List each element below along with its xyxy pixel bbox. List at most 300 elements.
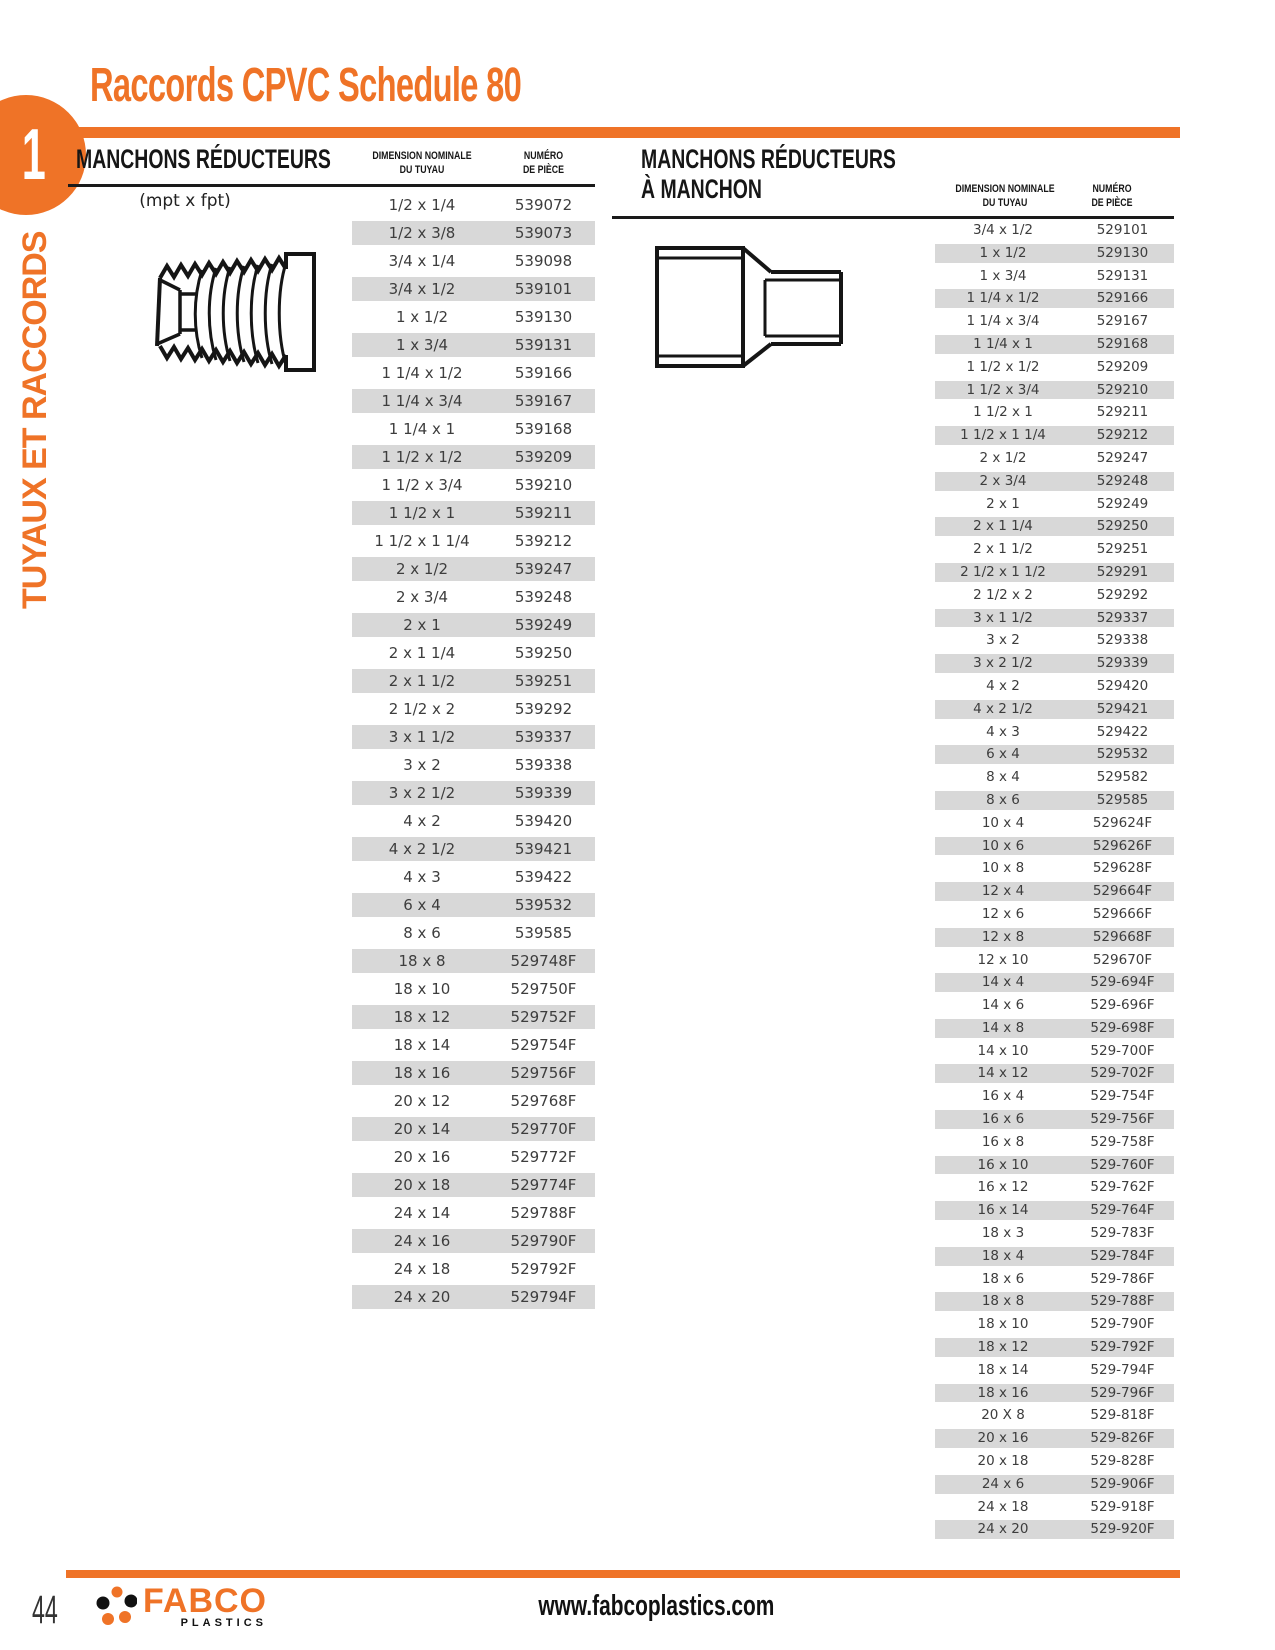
part-number-cell: 529748F	[510, 952, 577, 970]
dimension-cell: 20 x 16	[393, 1148, 451, 1166]
dimension-cell: 2 x 1	[403, 616, 441, 634]
dimension-cell: 16 x 10	[977, 1156, 1029, 1173]
table-row	[352, 247, 595, 275]
part-number-cell: 529339	[1096, 655, 1149, 672]
table-row	[352, 695, 595, 723]
table-row	[352, 611, 595, 639]
table-row	[935, 1290, 1174, 1313]
dimension-cell: 18 x 14	[977, 1361, 1029, 1378]
table-row	[352, 1003, 595, 1031]
part-number-cell: 539247	[514, 560, 573, 578]
table-row	[352, 863, 595, 891]
dimension-cell: 24 x 18	[977, 1498, 1029, 1515]
right-part-column-header	[1062, 183, 1162, 210]
page-title: Raccords CPVC Schedule 80	[90, 59, 522, 112]
table-row	[935, 903, 1174, 926]
table-row	[935, 994, 1174, 1017]
table-row	[935, 1245, 1174, 1268]
dimension-cell: 18 x 10	[977, 1316, 1029, 1333]
dimension-cell: 1 1/2 x 3/4	[966, 381, 1040, 398]
dimension-cell: 1 1/2 x 1	[388, 504, 456, 522]
table-row	[935, 1404, 1174, 1427]
fabco-logo-subtext: PLASTICS	[180, 1617, 267, 1629]
part-number-cell: 529668F	[1092, 928, 1153, 945]
part-number-cell: 529166	[1096, 290, 1149, 307]
part-number-cell: 539130	[514, 308, 573, 326]
part-number-cell: 539131	[514, 336, 573, 354]
table-row	[352, 1059, 595, 1087]
part-number-cell: 529-694F	[1090, 974, 1155, 991]
dimension-cell: 1 x 1/2	[979, 244, 1027, 261]
dimension-cell: 24 x 16	[393, 1232, 451, 1250]
dimension-cell: 4 x 2 1/2	[388, 840, 456, 858]
dimension-cell: 12 x 8	[981, 928, 1025, 945]
dimension-cell: 3 x 2	[986, 632, 1020, 649]
left-table-subtitle: (mpt x fpt)	[139, 191, 231, 211]
section-number: 1	[21, 115, 46, 195]
table-row	[352, 723, 595, 751]
column-header-line: DE PIÈCE	[522, 163, 565, 176]
part-number-cell: 529291	[1096, 563, 1149, 580]
right-table-title-line2: À MANCHON	[641, 174, 762, 204]
dimension-cell: 24 x 18	[393, 1260, 451, 1278]
table-row	[352, 1227, 595, 1255]
part-number-cell: 529794F	[510, 1288, 577, 1306]
part-number-cell: 539585	[514, 924, 573, 942]
left-table-title: MANCHONS RÉDUCTEURS	[76, 144, 331, 174]
table-row	[352, 751, 595, 779]
part-number-cell: 529251	[1096, 541, 1149, 558]
part-number-cell: 539212	[514, 532, 573, 550]
column-header-line: DIMENSION NOMINALE	[372, 150, 472, 162]
part-number-cell: 539166	[514, 364, 573, 382]
dimension-cell: 3 x 2	[403, 756, 441, 774]
fabco-logo-dots-icon	[95, 1583, 137, 1633]
table-row	[935, 698, 1174, 721]
table-row	[935, 1062, 1174, 1085]
part-number-cell: 529420	[1096, 677, 1149, 694]
part-number-cell: 529626F	[1092, 837, 1153, 854]
dimension-cell: 18 x 12	[393, 1008, 451, 1026]
part-number-cell: 529209	[1096, 358, 1149, 375]
dimension-cell: 1 1/4 x 1/2	[381, 364, 463, 382]
table-row	[935, 1450, 1174, 1473]
part-number-cell: 529-700F	[1090, 1042, 1155, 1059]
table-row	[935, 857, 1174, 880]
table-row	[352, 583, 595, 611]
part-number-cell: 529628F	[1092, 860, 1153, 877]
part-number-cell: 539098	[514, 252, 573, 270]
table-row	[352, 1031, 595, 1059]
table-row	[935, 675, 1174, 698]
table-row	[935, 629, 1174, 652]
table-row	[935, 561, 1174, 584]
part-number-cell: 529211	[1096, 404, 1149, 421]
part-number-cell: 529-796F	[1090, 1384, 1155, 1401]
dimension-cell: 3 x 1 1/2	[388, 728, 456, 746]
dimension-cell: 18 x 8	[398, 952, 446, 970]
table-row	[935, 493, 1174, 516]
right-dimension-column-header	[933, 183, 1077, 210]
dimension-cell: 3 x 2 1/2	[388, 784, 456, 802]
reducer-bushing-illustration	[146, 230, 326, 390]
dimension-cell: 10 x 4	[981, 814, 1025, 831]
dimension-cell: 1 1/2 x 1 1/4	[374, 532, 470, 550]
part-number-cell: 529-792F	[1090, 1339, 1155, 1356]
part-number-cell: 529167	[1096, 313, 1149, 330]
part-number-cell: 529790F	[510, 1232, 577, 1250]
dimension-cell: 4 x 3	[403, 868, 441, 886]
dimension-cell: 1 1/4 x 3/4	[381, 392, 463, 410]
part-number-cell: 529101	[1096, 222, 1149, 238]
part-number-cell: 539420	[514, 812, 573, 830]
part-number-cell: 539421	[514, 840, 573, 858]
part-number-cell: 529-760F	[1090, 1156, 1155, 1173]
table-row	[935, 219, 1174, 242]
dimension-cell: 16 x 12	[977, 1179, 1029, 1196]
dimension-cell: 18 x 14	[393, 1036, 451, 1054]
dimension-cell: 18 x 8	[981, 1293, 1025, 1310]
dimension-cell: 8 x 4	[986, 769, 1020, 786]
dimension-cell: 24 x 20	[393, 1288, 451, 1306]
top-divider	[66, 127, 1180, 138]
left-table-header-rule	[68, 184, 595, 187]
dimension-cell: 1 1/2 x 1/2	[966, 358, 1040, 375]
dimension-cell: 8 x 6	[403, 924, 441, 942]
dimension-cell: 3/4 x 1/2	[972, 222, 1034, 238]
table-row	[935, 1222, 1174, 1245]
table-row	[935, 538, 1174, 561]
table-row	[935, 470, 1174, 493]
column-header-line: DE PIÈCE	[1091, 196, 1133, 209]
table-row	[352, 303, 595, 331]
part-number-cell: 539338	[514, 756, 573, 774]
table-row	[935, 949, 1174, 972]
part-number-cell: 529421	[1096, 700, 1149, 717]
part-number-cell: 529250	[1096, 518, 1149, 535]
dimension-cell: 1 1/4 x 1	[388, 420, 456, 438]
part-number-cell: 539073	[514, 224, 573, 242]
dimension-cell: 1 x 1/2	[395, 308, 449, 326]
table-row	[352, 359, 595, 387]
dimension-cell: 18 x 4	[981, 1247, 1025, 1264]
part-number-cell: 529130	[1096, 244, 1149, 261]
table-row	[935, 1108, 1174, 1131]
dimension-cell: 4 x 2	[986, 677, 1020, 694]
part-number-cell: 539101	[514, 280, 573, 298]
column-header-line: DU TUYAU	[399, 163, 445, 176]
dimension-cell: 8 x 6	[986, 791, 1020, 808]
dimension-cell: 24 x 14	[393, 1204, 451, 1222]
table-row	[352, 275, 595, 303]
part-number-cell: 529-788F	[1090, 1293, 1155, 1310]
part-number-cell: 529-784F	[1090, 1247, 1155, 1264]
part-number-cell: 529210	[1096, 381, 1149, 398]
part-number-cell: 529-794F	[1090, 1361, 1155, 1378]
dimension-cell: 14 x 4	[981, 974, 1025, 991]
dimension-cell: 2 x 1 1/4	[388, 644, 456, 662]
table-row	[352, 415, 595, 443]
part-number-cell: 529750F	[510, 980, 577, 998]
table-row	[352, 1283, 595, 1311]
dimension-cell: 2 x 1 1/4	[973, 518, 1033, 535]
dimension-cell: 1 1/4 x 1	[973, 335, 1033, 352]
table-row	[935, 721, 1174, 744]
table-row	[935, 926, 1174, 949]
left-part-column-header	[492, 150, 595, 177]
table-row	[935, 1518, 1174, 1541]
column-header-line: DIMENSION NOMINALE	[955, 183, 1055, 195]
part-number-cell: 529212	[1096, 427, 1149, 444]
table-row	[352, 1171, 595, 1199]
dimension-cell: 3 x 1 1/2	[973, 609, 1033, 626]
dimension-cell: 2 x 3/4	[979, 472, 1027, 489]
part-number-cell: 539209	[514, 448, 573, 466]
dimension-cell: 3/4 x 1/4	[388, 252, 456, 270]
table-row	[935, 1085, 1174, 1108]
column-header-line: DU TUYAU	[982, 196, 1028, 209]
part-number-cell: 529131	[1096, 267, 1149, 284]
dimension-cell: 1 1/2 x 1 1/4	[960, 427, 1046, 444]
dimension-cell: 10 x 6	[981, 837, 1025, 854]
part-number-cell: 529-762F	[1090, 1179, 1155, 1196]
table-row	[935, 1473, 1174, 1496]
dimension-cell: 6 x 4	[403, 896, 441, 914]
table-row	[352, 219, 595, 247]
table-row	[935, 766, 1174, 789]
table-row	[935, 1359, 1174, 1382]
table-row	[935, 835, 1174, 858]
part-number-cell: 529-764F	[1090, 1202, 1155, 1219]
part-number-cell: 539249	[514, 616, 573, 634]
table-row	[352, 667, 595, 695]
part-number-cell: 539339	[514, 784, 573, 802]
part-number-cell: 529752F	[510, 1008, 577, 1026]
part-number-cell: 529168	[1096, 335, 1149, 352]
part-number-cell: 529768F	[510, 1092, 577, 1110]
part-number-cell: 529754F	[510, 1036, 577, 1054]
table-row	[935, 743, 1174, 766]
table-row	[352, 443, 595, 471]
dimension-cell: 2 x 1	[986, 495, 1020, 512]
part-number-cell: 529582	[1096, 769, 1149, 786]
dimension-cell: 20 x 18	[393, 1176, 451, 1194]
part-number-cell: 529-906F	[1090, 1475, 1155, 1492]
table-row	[352, 191, 595, 219]
dimension-cell: 20 X 8	[981, 1407, 1025, 1424]
table-row	[935, 1496, 1174, 1519]
table-row	[935, 1017, 1174, 1040]
column-header-line: NUMÉRO	[1092, 183, 1132, 195]
table-row	[935, 584, 1174, 607]
table-row	[935, 287, 1174, 310]
table-row	[935, 1336, 1174, 1359]
table-row	[352, 947, 595, 975]
dimension-cell: 18 x 3	[981, 1225, 1025, 1242]
dimension-cell: 18 x 6	[981, 1270, 1025, 1287]
table-row	[935, 880, 1174, 903]
dimension-cell: 2 x 1 1/2	[973, 541, 1033, 558]
dimension-cell: 2 1/2 x 2	[388, 700, 456, 718]
part-number-cell: 529788F	[510, 1204, 577, 1222]
dimension-cell: 6 x 4	[986, 746, 1020, 763]
dimension-cell: 20 x 14	[393, 1120, 451, 1138]
table-row	[935, 447, 1174, 470]
table-row	[935, 379, 1174, 402]
table-row	[352, 555, 595, 583]
part-number-cell: 529532	[1096, 746, 1149, 763]
part-number-cell: 539337	[514, 728, 573, 746]
table-row	[352, 919, 595, 947]
part-number-cell: 529585	[1096, 791, 1149, 808]
table-row	[935, 812, 1174, 835]
table-row	[935, 1268, 1174, 1291]
bottom-divider	[66, 1570, 1180, 1578]
part-number-cell: 529-828F	[1090, 1453, 1155, 1470]
table-row	[935, 1154, 1174, 1177]
table-row	[352, 779, 595, 807]
part-number-cell: 529-756F	[1090, 1111, 1155, 1128]
dimension-cell: 4 x 2	[403, 812, 441, 830]
table-row	[935, 1199, 1174, 1222]
part-number-cell: 539072	[514, 196, 573, 214]
table-row	[935, 1040, 1174, 1063]
part-number-cell: 529-758F	[1090, 1133, 1155, 1150]
part-number-cell: 539248	[514, 588, 573, 606]
dimension-cell: 14 x 6	[981, 997, 1025, 1014]
table-row	[935, 789, 1174, 812]
part-number-cell: 539210	[514, 476, 573, 494]
table-row	[352, 1115, 595, 1143]
dimension-cell: 16 x 6	[981, 1111, 1025, 1128]
column-header-line: NUMÉRO	[523, 150, 564, 162]
dimension-cell: 14 x 12	[977, 1065, 1029, 1082]
table-row	[935, 652, 1174, 675]
dimension-cell: 2 x 1/2	[979, 449, 1027, 466]
part-number-cell: 539168	[514, 420, 573, 438]
table-row	[352, 891, 595, 919]
dimension-cell: 1/2 x 1/4	[388, 196, 456, 214]
dimension-cell: 2 x 3/4	[395, 588, 449, 606]
part-number-cell: 529-790F	[1090, 1316, 1155, 1333]
dimension-cell: 1 x 3/4	[395, 336, 449, 354]
dimension-cell: 2 1/2 x 2	[973, 586, 1033, 603]
part-number-cell: 529-783F	[1090, 1225, 1155, 1242]
part-number-cell: 529770F	[510, 1120, 577, 1138]
dimension-cell: 10 x 8	[981, 860, 1025, 877]
part-number-cell: 529-920F	[1090, 1521, 1155, 1538]
dimension-cell: 12 x 6	[981, 905, 1025, 922]
part-number-cell: 529247	[1096, 449, 1149, 466]
table-row	[935, 242, 1174, 265]
dimension-cell: 14 x 8	[981, 1019, 1025, 1036]
fabco-logo	[95, 1583, 267, 1633]
table-row	[352, 975, 595, 1003]
table-row	[935, 333, 1174, 356]
part-number-cell: 529292	[1096, 586, 1149, 603]
table-row	[935, 1382, 1174, 1405]
part-number-cell: 529-918F	[1090, 1498, 1155, 1515]
part-number-cell: 539211	[514, 504, 573, 522]
table-row	[352, 499, 595, 527]
dimension-cell: 16 x 4	[981, 1088, 1025, 1105]
table-row	[352, 1199, 595, 1227]
fabco-logo-name: FABCO	[143, 1582, 267, 1620]
table-row	[935, 1131, 1174, 1154]
page-number: 44	[32, 1588, 58, 1632]
table-row	[352, 835, 595, 863]
table-row	[935, 265, 1174, 288]
part-number-cell: 529772F	[510, 1148, 577, 1166]
table-row	[935, 401, 1174, 424]
part-number-cell: 539292	[514, 700, 573, 718]
table-row	[352, 387, 595, 415]
part-number-cell: 539251	[514, 672, 573, 690]
dimension-cell: 24 x 6	[981, 1475, 1025, 1492]
dimension-cell: 16 x 8	[981, 1133, 1025, 1150]
part-number-cell: 529792F	[510, 1260, 577, 1278]
dimension-cell: 4 x 2 1/2	[973, 700, 1033, 717]
dimension-cell: 20 x 12	[393, 1092, 451, 1110]
part-number-cell: 539167	[514, 392, 573, 410]
dimension-cell: 18 x 12	[977, 1339, 1029, 1356]
part-number-cell: 529-786F	[1090, 1270, 1155, 1287]
dimension-cell: 14 x 10	[977, 1042, 1029, 1059]
dimension-cell: 16 x 14	[977, 1202, 1029, 1219]
table-row	[935, 356, 1174, 379]
right-table-title-line1: MANCHONS RÉDUCTEURS	[641, 144, 896, 174]
website-url: www.fabcoplastics.com	[538, 1590, 775, 1622]
part-number-cell: 529664F	[1092, 883, 1153, 900]
dimension-cell: 1 x 3/4	[979, 267, 1027, 284]
part-number-cell: 529756F	[510, 1064, 577, 1082]
part-number-cell: 529670F	[1092, 951, 1153, 968]
fabco-logo-text	[143, 1583, 267, 1629]
part-number-cell: 529-702F	[1090, 1065, 1155, 1082]
dimension-cell: 2 x 1 1/2	[388, 672, 456, 690]
table-row	[352, 1143, 595, 1171]
section-number-badge	[0, 95, 86, 215]
part-number-cell: 529-754F	[1090, 1088, 1155, 1105]
table-row	[352, 639, 595, 667]
left-table-rows	[352, 191, 595, 1311]
table-row	[352, 1087, 595, 1115]
part-number-cell: 539532	[514, 896, 573, 914]
dimension-cell: 1 1/2 x 1	[973, 404, 1033, 421]
part-number-cell: 529-826F	[1090, 1430, 1155, 1447]
dimension-cell: 12 x 4	[981, 883, 1025, 900]
table-row	[935, 1313, 1174, 1336]
dimension-cell: 18 x 16	[393, 1064, 451, 1082]
dimension-cell: 1 1/4 x 1/2	[966, 290, 1040, 307]
part-number-cell: 529624F	[1092, 814, 1153, 831]
part-number-cell: 529338	[1096, 632, 1149, 649]
part-number-cell: 529249	[1096, 495, 1149, 512]
table-row	[352, 1255, 595, 1283]
table-row	[352, 331, 595, 359]
dimension-cell: 2 1/2 x 1 1/2	[960, 563, 1046, 580]
sidebar-vertical-label: TUYAUX ET RACCORDS	[16, 231, 54, 609]
dimension-cell: 1 1/2 x 1/2	[381, 448, 463, 466]
part-number-cell: 529-698F	[1090, 1019, 1155, 1036]
left-dimension-column-header	[352, 150, 492, 177]
part-number-cell: 529-818F	[1090, 1407, 1155, 1424]
dimension-cell: 18 x 10	[393, 980, 451, 998]
right-table-rows	[935, 219, 1174, 1541]
table-row	[352, 807, 595, 835]
dimension-cell: 18 x 16	[977, 1384, 1029, 1401]
part-number-cell: 529337	[1096, 609, 1149, 626]
